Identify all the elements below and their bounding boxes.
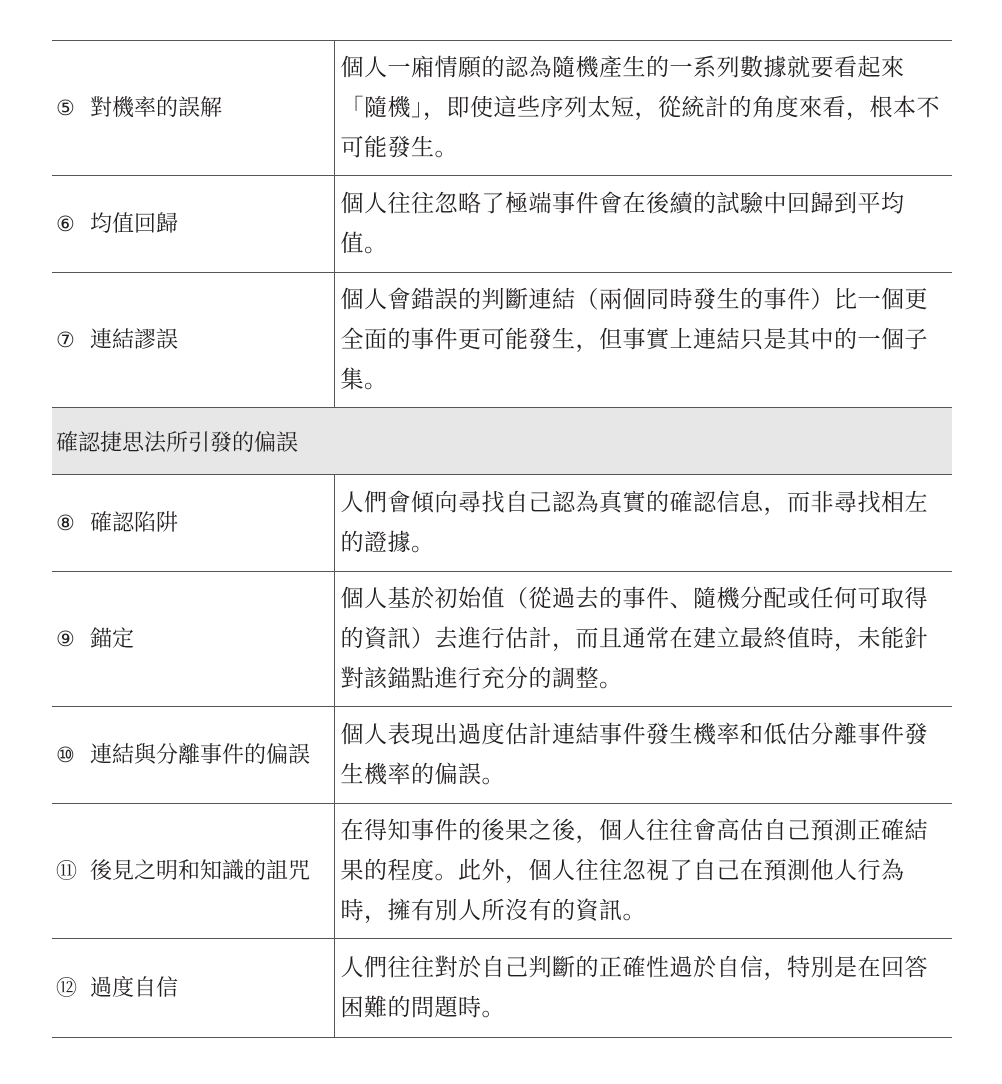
- item-number: ⑩: [56, 742, 75, 767]
- section-header: 確認捷思法所引發的偏誤: [52, 408, 952, 475]
- bias-description: 人們會傾向尋找自己認為真實的確認信息，而非尋找相左的證據。: [334, 475, 952, 572]
- bias-name: 錨定: [90, 626, 135, 652]
- bias-name-cell: [52, 176, 334, 273]
- item-number: ⑧: [56, 510, 75, 535]
- bias-table: [52, 40, 952, 1038]
- bias-name: 後見之明和知識的詛咒: [90, 858, 311, 884]
- table-row: [52, 707, 952, 804]
- bias-name: 連結與分離事件的偏誤: [90, 742, 311, 768]
- bias-name-cell: [52, 804, 334, 939]
- bias-name: 均值回歸: [90, 211, 179, 237]
- item-number: ⑥: [56, 211, 75, 236]
- bias-name: 過度自信: [90, 975, 179, 1001]
- table-row: [52, 804, 952, 939]
- bias-description: 個人基於初始值（從過去的事件、隨機分配或任何可取得的資訊）去進行估計，而且通常在建立最終值時，未能針對該錨點進行充分的調整。: [334, 572, 952, 707]
- table-row: [52, 41, 952, 176]
- table-row: [52, 273, 952, 408]
- bias-name-cell: [52, 41, 334, 176]
- bias-description: 個人會錯誤的判斷連結（兩個同時發生的事件）比一個更全面的事件更可能發生，但事實上連結只是其中的一個子集。: [334, 273, 952, 408]
- bias-name: 對機率的誤解: [90, 95, 223, 121]
- bias-name-cell: [52, 707, 334, 804]
- item-number: ⑤: [56, 95, 75, 120]
- bias-description: 個人一廂情願的認為隨機產生的一系列數據就要看起來「隨機」，即使這些序列太短，從統計的角度來看，根本不可能發生。: [334, 41, 952, 176]
- bias-description: 在得知事件的後果之後，個人往往會高估自己預測正確結果的程度。此外，個人往往忽視了自己在預測他人行為時，擁有別人所沒有的資訊。: [334, 804, 952, 939]
- table-row: [52, 475, 952, 572]
- bias-name-cell: [52, 273, 334, 408]
- bias-name-cell: [52, 572, 334, 707]
- bias-description: 個人往往忽略了極端事件會在後續的試驗中回歸到平均值。: [334, 176, 952, 273]
- table-row: [52, 176, 952, 273]
- bias-name: 確認陷阱: [90, 510, 179, 536]
- item-number: ⑦: [56, 327, 75, 352]
- bias-name: 連結謬誤: [90, 327, 179, 353]
- table-row: [52, 572, 952, 707]
- bias-name-cell: [52, 939, 334, 1038]
- item-number: ⑨: [56, 626, 75, 651]
- item-number: ⑫: [56, 975, 77, 1000]
- bias-name-cell: [52, 475, 334, 572]
- item-number: ⑪: [56, 858, 77, 883]
- table-row: [52, 939, 952, 1038]
- bias-description: 個人表現出過度估計連結事件發生機率和低估分離事件發生機率的偏誤。: [334, 707, 952, 804]
- bias-description: 人們往往對於自己判斷的正確性過於自信，特別是在回答困難的問題時。: [334, 939, 952, 1038]
- section-header-row: [52, 408, 952, 475]
